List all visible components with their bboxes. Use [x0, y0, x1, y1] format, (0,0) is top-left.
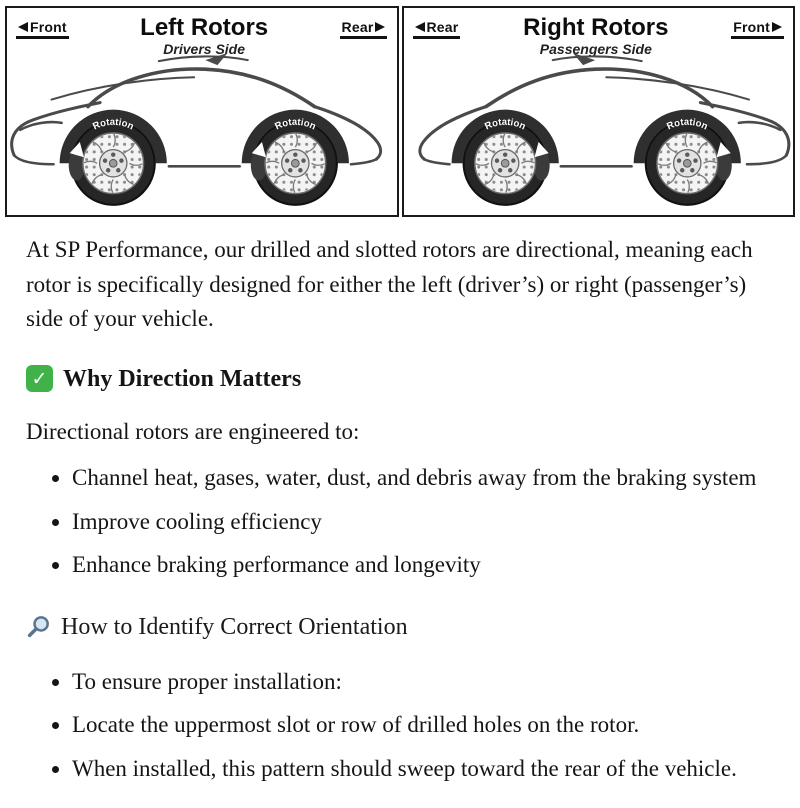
- panel-title-block: [140, 15, 268, 58]
- rear-direction-arrow: [340, 19, 388, 39]
- arrow-left-icon: [415, 22, 425, 32]
- svg-text:Rotation: Rotation: [91, 116, 136, 132]
- orientation-heading: [26, 609, 774, 645]
- rotor-direction-diagram: [0, 0, 800, 217]
- car-illustration-left: [7, 52, 397, 216]
- panel-header: [404, 8, 794, 58]
- panel-subtitle: Passengers Side: [539, 40, 652, 57]
- orientation-list: [26, 665, 774, 787]
- list-item: • When installed, this pattern should sweep toward the rear of the vehicle.: [72, 752, 774, 787]
- panel-title: Left Rotors: [140, 14, 269, 41]
- car-illustration-right: [404, 52, 794, 216]
- front-direction-arrow: [731, 19, 784, 39]
- svg-text:Rotation: Rotation: [482, 116, 527, 132]
- rear-direction-arrow: [413, 19, 461, 39]
- engineered-lead: Directional rotors are engineered to:: [26, 418, 360, 444]
- heading-text: Why Direction Matters: [63, 365, 302, 392]
- left-rotors-panel: [5, 6, 399, 217]
- arrow-left-icon: [18, 22, 28, 32]
- direction-label: Rear: [426, 19, 459, 35]
- arrow-right-icon: [375, 22, 385, 32]
- panel-title: Right Rotors: [523, 14, 669, 41]
- article-content: [0, 217, 800, 808]
- direction-label: Rear: [341, 19, 374, 35]
- list-item: • Improve cooling efficiency: [72, 505, 774, 540]
- why-direction-heading: [26, 361, 774, 397]
- heading-text: How to Identify Correct Orientation: [61, 613, 408, 640]
- check-icon: [26, 365, 53, 392]
- search-icon: [26, 614, 51, 639]
- direction-label: Front: [733, 19, 770, 35]
- benefits-list: [26, 461, 774, 583]
- front-direction-arrow: [16, 19, 69, 39]
- right-rotors-panel: [402, 6, 796, 217]
- list-item: • Locate the uppermost slot or row of drilled holes on the rotor.: [72, 708, 774, 743]
- intro-paragraph: At SP Performance, our drilled and slotted rotors are directional, meaning each rotor is specifically designed for either the left (driver’s) or right (passenger’s) side of your vehicle.: [26, 237, 753, 332]
- list-item: • To ensure proper installation:: [72, 665, 774, 700]
- list-item: • Channel heat, gases, water, dust, and debris away from the braking system: [72, 461, 774, 496]
- direction-label: Front: [30, 19, 67, 35]
- panel-subtitle: Drivers Side: [163, 40, 246, 57]
- arrow-right-icon: [772, 22, 782, 32]
- check-glyph: ✓: [31, 367, 48, 390]
- panel-header: [7, 8, 397, 58]
- svg-text:Rotation: Rotation: [273, 116, 318, 132]
- panel-title-block: [523, 15, 668, 58]
- svg-text:Rotation: Rotation: [664, 116, 709, 132]
- list-item: • Enhance braking performance and longevity: [72, 548, 774, 583]
